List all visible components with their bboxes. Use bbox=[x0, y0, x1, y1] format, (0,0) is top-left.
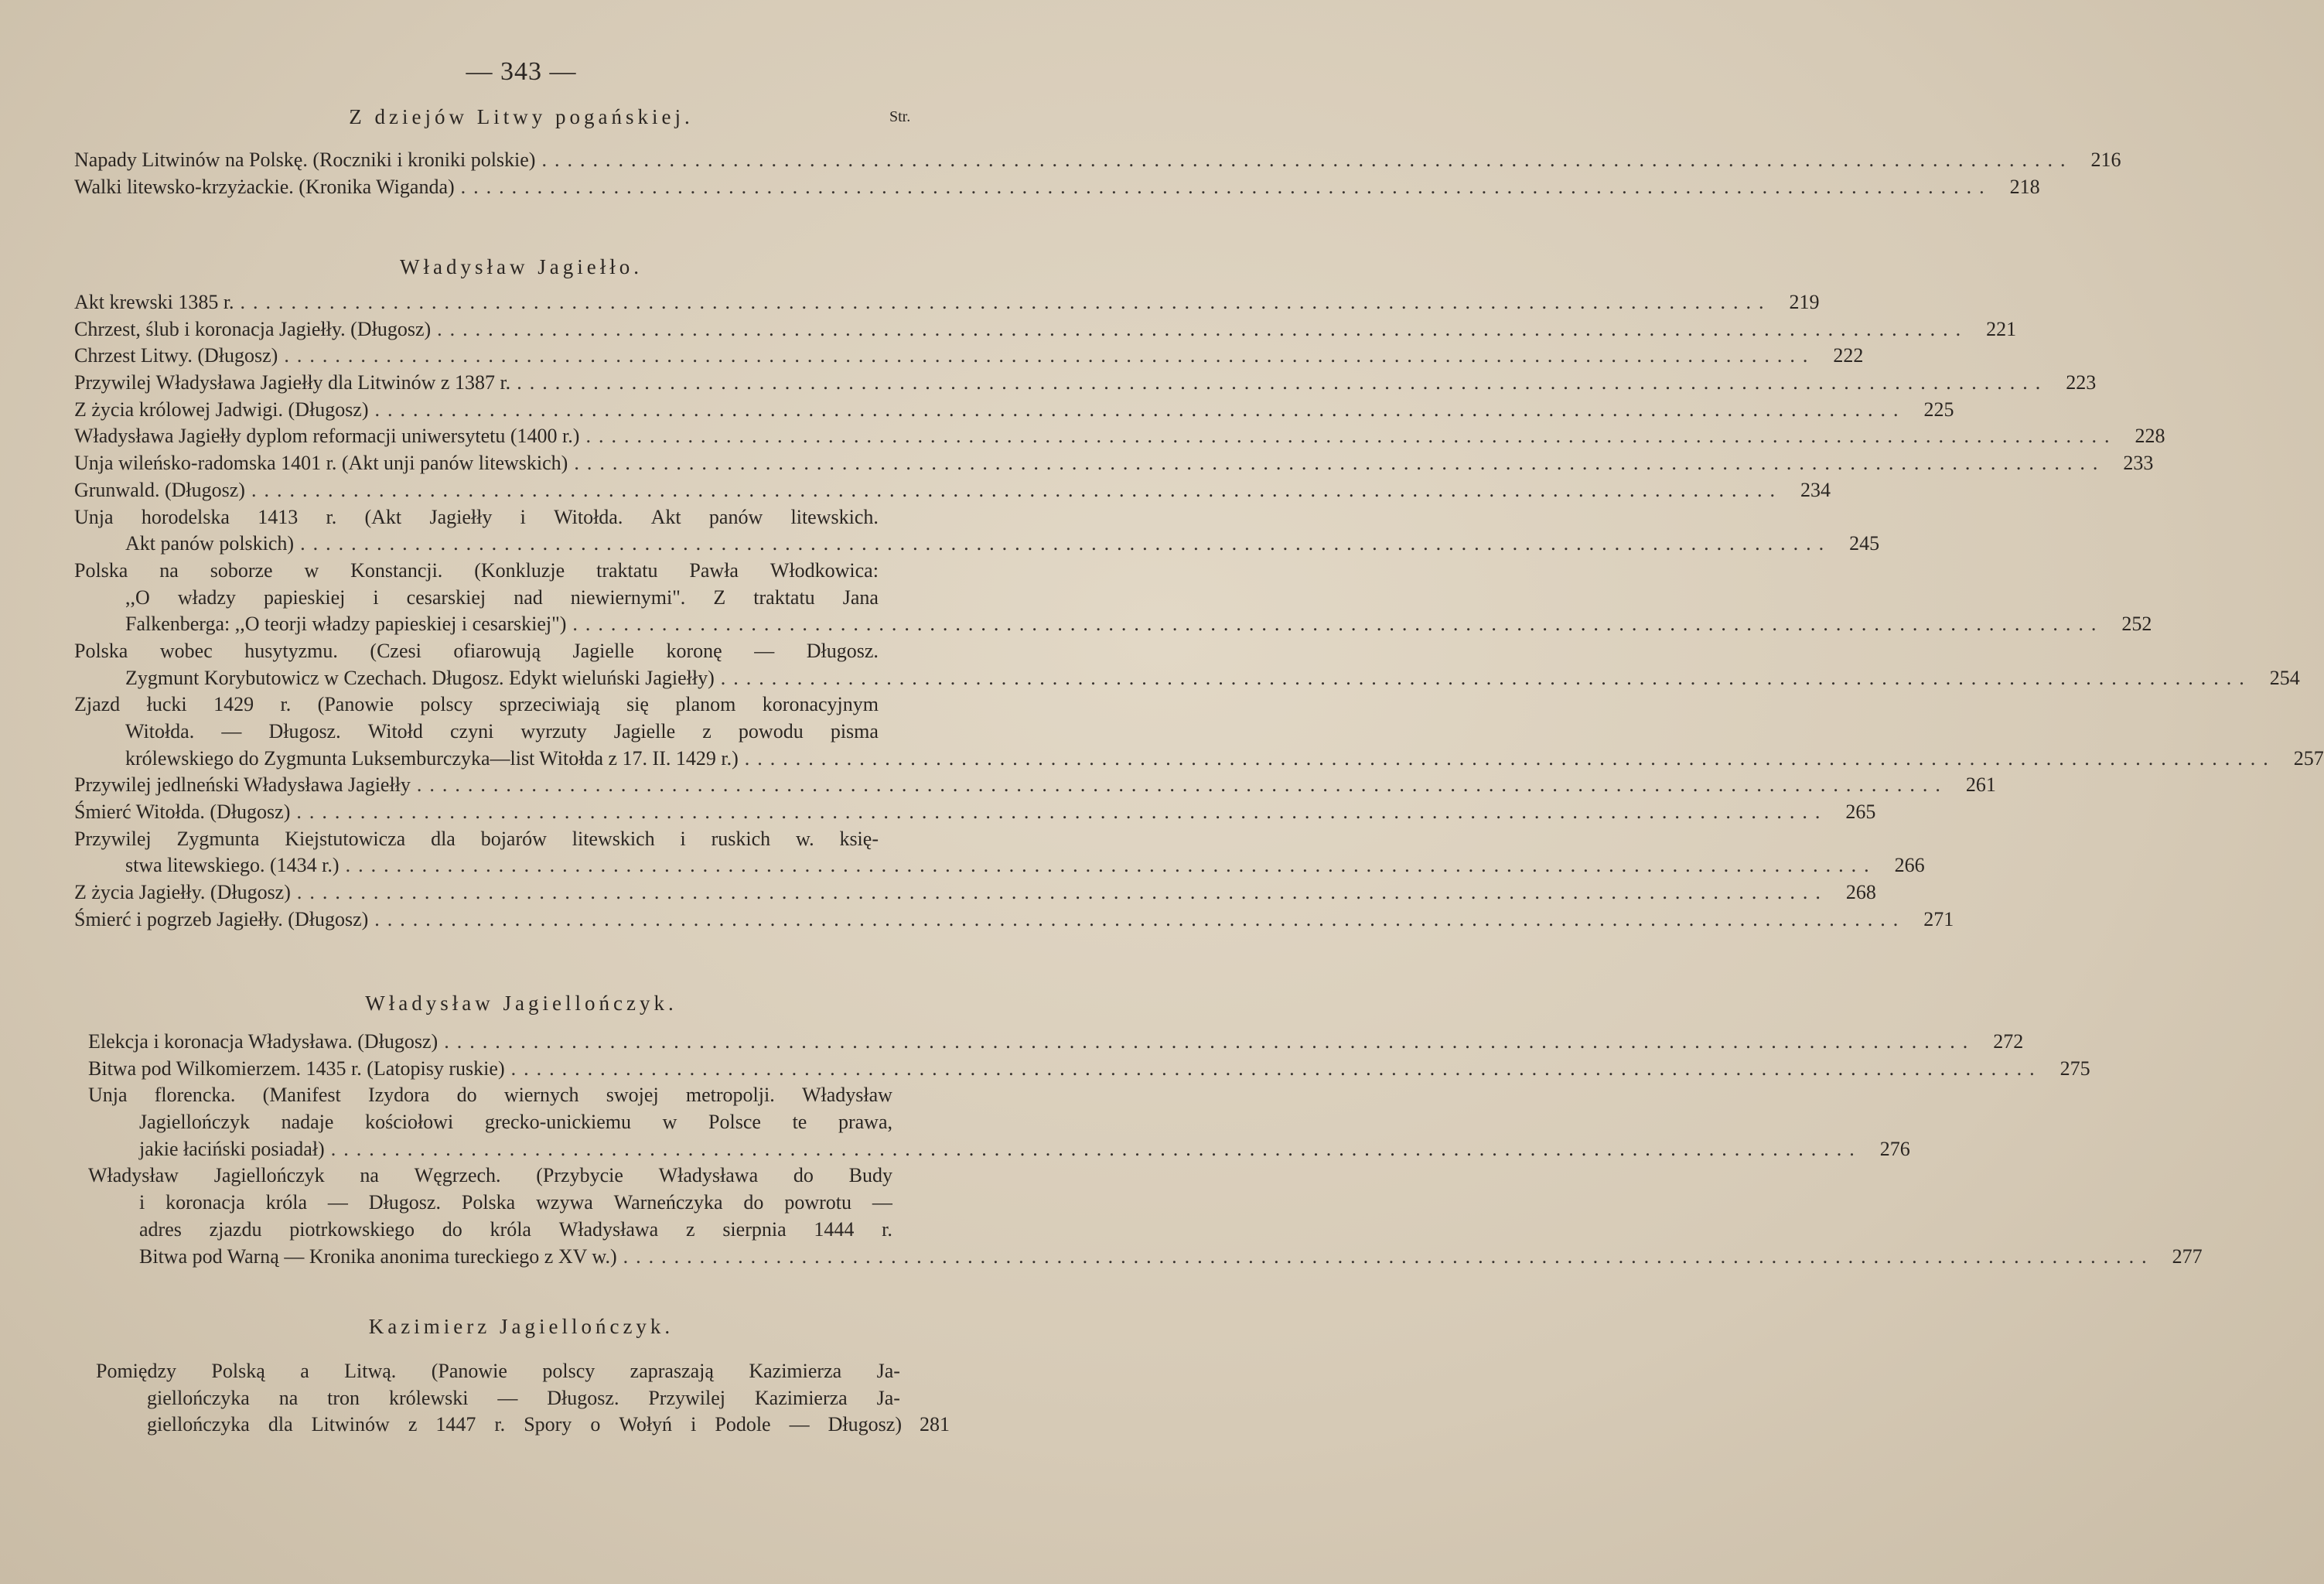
toc-entry-line: Unja wileńsko-radomska 1401 r. (Akt unji panów litewskich) bbox=[74, 452, 568, 475]
dot-leader: ........................................................................................................................ bbox=[345, 854, 1877, 877]
toc-page-number: 218 bbox=[2009, 175, 2040, 198]
toc-entry-line: Falkenberga: ,,O teorji władzy papieskiej i cesarskiej") bbox=[125, 613, 567, 636]
toc-entry bbox=[74, 504, 1880, 558]
toc-entry-line: jakie łaciński posiadał) bbox=[139, 1137, 325, 1160]
toc-entry-line: stwa litewskiego. (1434 r.) bbox=[125, 854, 340, 877]
toc-page-number: 234 bbox=[1800, 478, 1831, 501]
dot-leader: ........................................................................................................................ bbox=[416, 773, 1948, 797]
toc-entry-line: Akt panów polskich) bbox=[125, 532, 295, 555]
toc-entry-line: Przywilej Zygmunta Kiejstutowicza dla bojarów litewskich i ruskich w. księ- bbox=[74, 827, 879, 850]
toc-entry bbox=[74, 397, 1954, 424]
toc-entry-line: królewskiego do Zygmunta Luksemburczyka—list Witołda z 17. II. 1429 r.) bbox=[125, 746, 739, 770]
toc-entry-line: Zjazd łucki 1429 r. (Panowie polscy sprzeciwiają się planom koronacyjnym bbox=[74, 693, 879, 716]
dot-leader: ........................................................................................................................ bbox=[444, 1030, 1976, 1053]
toc-page-number: 252 bbox=[2121, 613, 2152, 636]
toc-page-number: 271 bbox=[1923, 907, 1954, 930]
toc-entry bbox=[74, 799, 1876, 826]
toc-entry-line: Jagiellończyk nadaje kościołowi grecko-unickiemu w Polsce te prawa, bbox=[139, 1111, 892, 1134]
toc-entry bbox=[88, 1082, 1910, 1162]
toc-entry bbox=[88, 1162, 2203, 1270]
toc-page-number: 223 bbox=[2066, 371, 2097, 394]
dot-leader: ........................................................................................................................ bbox=[574, 452, 2106, 475]
toc-page-number: 254 bbox=[2269, 666, 2300, 689]
dot-leader: ........................................................................................................................ bbox=[296, 881, 1828, 904]
toc-entry-line: Władysława Jagiełły dyplom reformacji uniwersytetu (1400 r.) bbox=[74, 425, 580, 448]
toc-entry-line: adres zjazdu piotrkowskiego do króla Władysława z sierpnia 1444 r. bbox=[139, 1217, 892, 1241]
dot-leader: ........................................................................................................................ bbox=[623, 1244, 2155, 1268]
dot-leader: ........................................................................................................................ bbox=[374, 398, 1906, 421]
toc-section bbox=[74, 289, 2324, 934]
toc-entry-line: i koronacja króla — Długosz. Polska wzywa Warneńczyka do powrotu — bbox=[139, 1191, 892, 1214]
dot-leader: ........................................................................................................................ bbox=[720, 666, 2252, 689]
toc-entry-line: Zygmunt Korybutowicz w Czechach. Długosz. Edykt wieluński Jagiełły) bbox=[125, 666, 715, 689]
dot-leader: ........................................................................................................................ bbox=[330, 1137, 1862, 1160]
dot-leader: ........................................................................................................................ bbox=[572, 613, 2104, 636]
toc-entry-line: Napady Litwinów na Polskę. (Roczniki i kroniki polskie) bbox=[74, 148, 536, 171]
dot-leader: ........................................................................................................................ bbox=[460, 175, 1992, 198]
section-heading: Z dziejów Litwy pogańskiej. bbox=[349, 105, 694, 128]
dot-leader: ........................................................................................................................ bbox=[585, 425, 2118, 448]
toc-entry bbox=[74, 638, 2300, 691]
toc-entry-line: Polska na soborze w Konstancji. (Konkluzje traktatu Pawła Włodkowica: bbox=[74, 558, 879, 582]
toc-page-number: 222 bbox=[1833, 344, 1864, 367]
toc-section bbox=[74, 147, 2121, 200]
dot-leader: ........................................................................................................................ bbox=[374, 907, 1906, 930]
toc-entry-line: Elekcja i koronacja Władysława. (Długosz) bbox=[88, 1030, 439, 1053]
toc-entry bbox=[96, 1358, 950, 1439]
toc-entry bbox=[74, 289, 1820, 316]
dot-leader: ........................................................................................................................ bbox=[284, 344, 1816, 367]
toc-page-number: 277 bbox=[2172, 1244, 2203, 1268]
toc-entry bbox=[74, 147, 2121, 174]
toc-page-number: 275 bbox=[2060, 1057, 2090, 1080]
toc-entry-line: Walki litewsko-krzyżackie. (Kronika Wiganda) bbox=[74, 175, 455, 198]
toc-page-number: 257 bbox=[2293, 746, 2324, 770]
toc-entry bbox=[88, 1056, 2090, 1083]
toc-page-number: 266 bbox=[1894, 854, 1925, 877]
dot-leader: ........................................................................................................................ bbox=[541, 148, 2073, 171]
toc-entry-line: ,,O władzy papieskiej i cesarskiej nad niewiernymi". Z traktatu Jana bbox=[125, 585, 879, 609]
toc-entry-line: Śmierć i pogrzeb Jagiełły. (Długosz) bbox=[74, 907, 369, 930]
page-column-label: Str. bbox=[889, 108, 911, 125]
dot-leader: ........................................................................................................................ bbox=[437, 317, 1969, 340]
toc-entry-line: Bitwa pod Wilkomierzem. 1435 r. (Latopisy ruskie) bbox=[88, 1057, 505, 1080]
toc-entry bbox=[74, 477, 1831, 504]
toc-page-number: 233 bbox=[2123, 452, 2154, 475]
toc-entry-line: Władysław Jagiellończyk na Węgrzech. (Przybycie Władysława do Budy bbox=[88, 1164, 892, 1187]
toc-entry bbox=[74, 879, 1876, 906]
toc-page-number: 228 bbox=[2135, 425, 2165, 448]
toc-section bbox=[88, 1029, 2203, 1270]
toc-page-number: 221 bbox=[1986, 317, 2017, 340]
toc-page-number: 272 bbox=[1993, 1030, 2024, 1053]
toc-entry-line: giellończyka dla Litwinów z 1447 r. Spory o Wołyń i Podole — Długosz) bbox=[147, 1413, 902, 1436]
dot-leader: ........................................................................................................................ bbox=[744, 746, 2276, 770]
dot-leader: ........................................................................................................................ bbox=[251, 478, 1783, 501]
toc-entry bbox=[74, 316, 2017, 343]
toc-entry bbox=[74, 826, 1925, 879]
toc-page-number: 219 bbox=[1789, 291, 1820, 313]
toc-entry bbox=[74, 772, 1996, 799]
toc-page-number: 245 bbox=[1849, 532, 1880, 555]
toc-page-number: 276 bbox=[1879, 1137, 1910, 1160]
toc-entry-line: Z życia Jagiełły. (Długosz) bbox=[74, 881, 291, 904]
toc-entry-line: Przywilej Władysława Jagiełły dla Litwinów z 1387 r. bbox=[74, 371, 511, 394]
toc-entry-line: giellończyka na tron królewski — Długosz. Przywilej Kazimierza Ja- bbox=[147, 1386, 900, 1409]
toc-page-number: 281 bbox=[920, 1413, 950, 1436]
dot-leader: ........................................................................................................................ bbox=[240, 291, 1772, 313]
section-heading: Władysław Jagiełło. bbox=[400, 255, 643, 278]
toc-entry-line: Chrzest Litwy. (Długosz) bbox=[74, 344, 278, 367]
toc-entry-line: Witołda. — Długosz. Witołd czyni wyrzuty Jagielle z powodu pisma bbox=[125, 720, 879, 742]
toc-entry bbox=[74, 691, 2324, 772]
toc-page-number: 268 bbox=[1845, 881, 1876, 904]
dot-leader: ........................................................................................................................ bbox=[296, 801, 1828, 824]
toc-entry-line: Z życia królowej Jadwigi. (Długosz) bbox=[74, 398, 369, 421]
toc-entry-line: Unja horodelska 1413 r. (Akt Jagiełły i Witołda. Akt panów litewskich. bbox=[74, 505, 879, 528]
section-heading: Władysław Jagiellończyk. bbox=[365, 992, 677, 1015]
toc-entry-line: Grunwald. (Długosz) bbox=[74, 478, 245, 501]
toc-entry-line: Śmierć Witołda. (Długosz) bbox=[74, 801, 291, 824]
toc-entry bbox=[74, 450, 2154, 477]
toc-entry-line: Pomiędzy Polską a Litwą. (Panowie polscy zapraszają Kazimierza Ja- bbox=[96, 1360, 900, 1382]
toc-page-number: 225 bbox=[1923, 398, 1954, 421]
section-heading: Kazimierz Jagiellończyk. bbox=[368, 1315, 674, 1338]
toc-entry bbox=[74, 423, 2165, 450]
toc-entry-line: Przywilej jedlneński Władysława Jagiełły bbox=[74, 773, 411, 797]
toc-entry-line: Bitwa pod Warną — Kronika anonima tureckiego z XV w.) bbox=[139, 1244, 617, 1268]
toc-entry bbox=[74, 370, 2097, 397]
toc-page-number: 216 bbox=[2090, 148, 2121, 171]
toc-entry-line: Chrzest, ślub i koronacja Jagiełły. (Długosz) bbox=[74, 317, 432, 340]
toc-section bbox=[96, 1358, 950, 1439]
toc-entry bbox=[74, 906, 1954, 934]
dot-leader: ........................................................................................................................ bbox=[517, 371, 2049, 394]
toc-page-number: 265 bbox=[1845, 801, 1876, 824]
toc-entry bbox=[74, 558, 2152, 638]
toc-entry-line: Polska wobec husytyzmu. (Czesi ofiarowują Jagielle koronę — Długosz. bbox=[74, 639, 879, 662]
toc-entry bbox=[88, 1029, 2024, 1056]
toc-entry-line: Akt krewski 1385 r. bbox=[74, 291, 234, 313]
toc-entry bbox=[74, 343, 1864, 370]
dot-leader: ........................................................................................................................ bbox=[510, 1057, 2042, 1080]
toc-entry-line: Unja florencka. (Manifest Izydora do wiernych swojej metropolji. Władysław bbox=[88, 1084, 892, 1107]
toc-page-number: 261 bbox=[1965, 773, 1996, 797]
dot-leader: ........................................................................................................................ bbox=[300, 532, 1832, 555]
toc-entry bbox=[74, 174, 2040, 201]
page-number: — 343 — bbox=[466, 57, 577, 86]
